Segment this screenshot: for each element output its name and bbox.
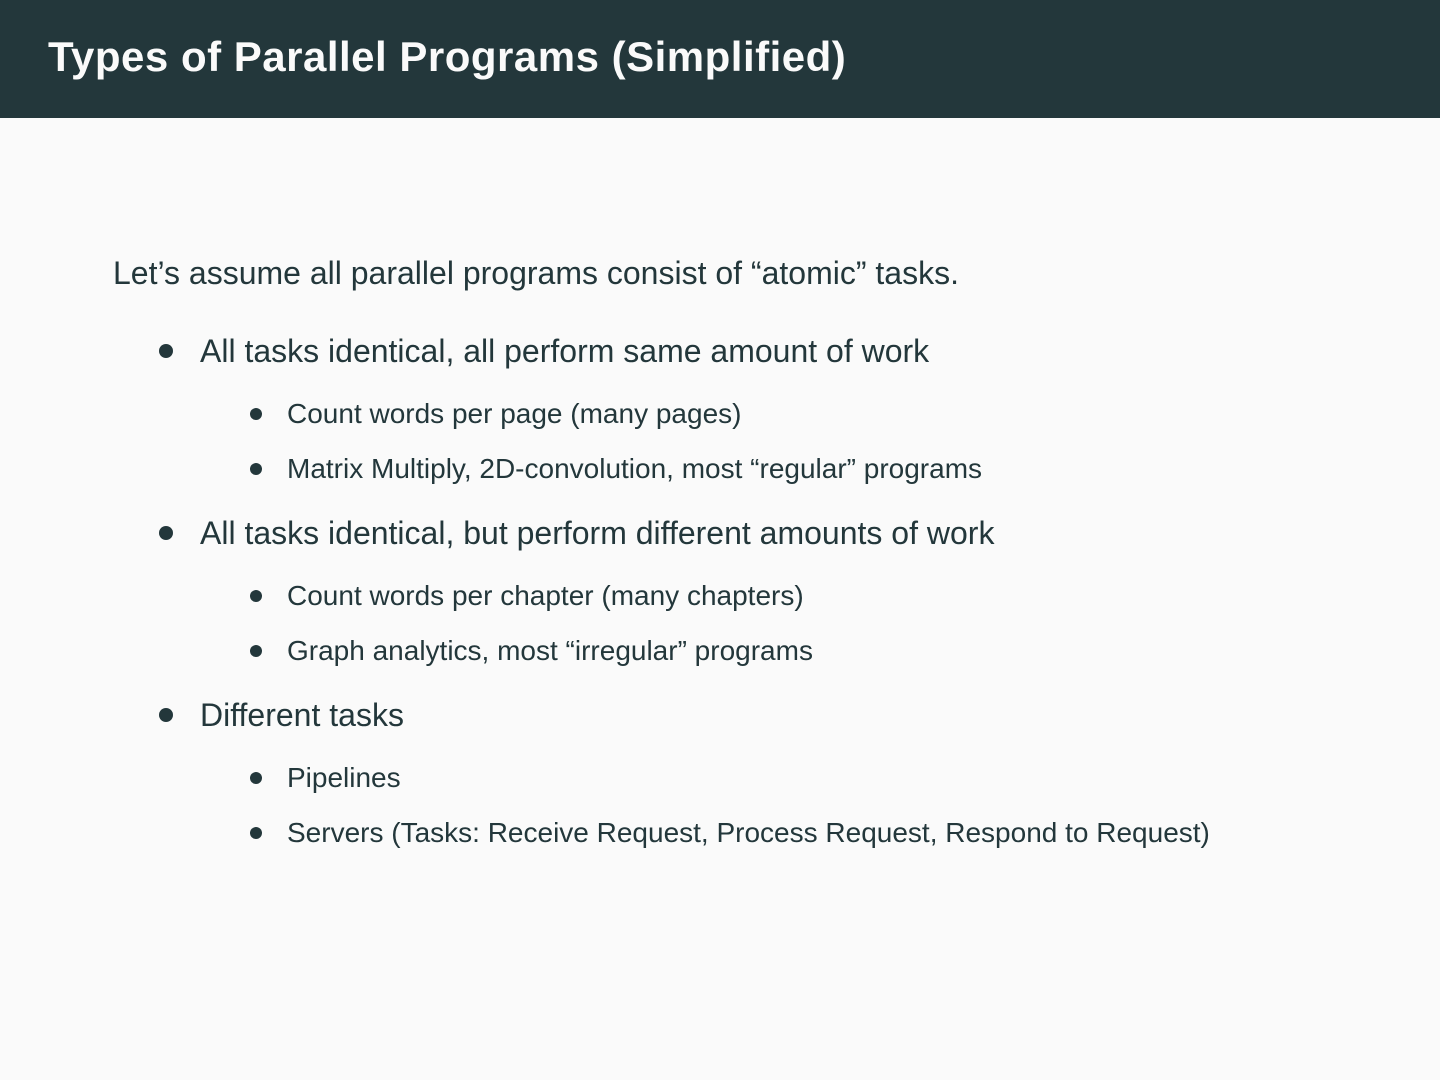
- slide-title-bar: [0, 0, 1440, 118]
- list-item: Servers (Tasks: Receive Request, Process Request, Respond to Request): [287, 805, 1332, 860]
- list-item: Count words per page (many pages): [287, 386, 1332, 441]
- sub-bullet-list: [200, 386, 1440, 496]
- list-item: [200, 331, 1440, 496]
- bullet-label: All tasks identical, but perform different amounts of work: [200, 513, 1440, 553]
- list-item: [200, 513, 1440, 678]
- intro-text: Let’s assume all parallel programs consist of “atomic” tasks.: [113, 255, 959, 291]
- sub-bullet-list: [200, 750, 1440, 860]
- bullet-label: Different tasks: [200, 695, 1440, 735]
- bullet-label: All tasks identical, all perform same amount of work: [200, 331, 1440, 371]
- list-item: Count words per chapter (many chapters): [287, 568, 1332, 623]
- list-item: [200, 695, 1440, 860]
- list-item: Graph analytics, most “irregular” programs: [287, 623, 1332, 678]
- slide-title: Types of Parallel Programs (Simplified): [48, 33, 847, 80]
- bullet-list: [0, 331, 1440, 860]
- sub-bullet-list: [200, 568, 1440, 678]
- list-item: Pipelines: [287, 750, 1332, 805]
- slide-body: [0, 118, 1440, 860]
- list-item: Matrix Multiply, 2D-convolution, most “regular” programs: [287, 441, 1332, 496]
